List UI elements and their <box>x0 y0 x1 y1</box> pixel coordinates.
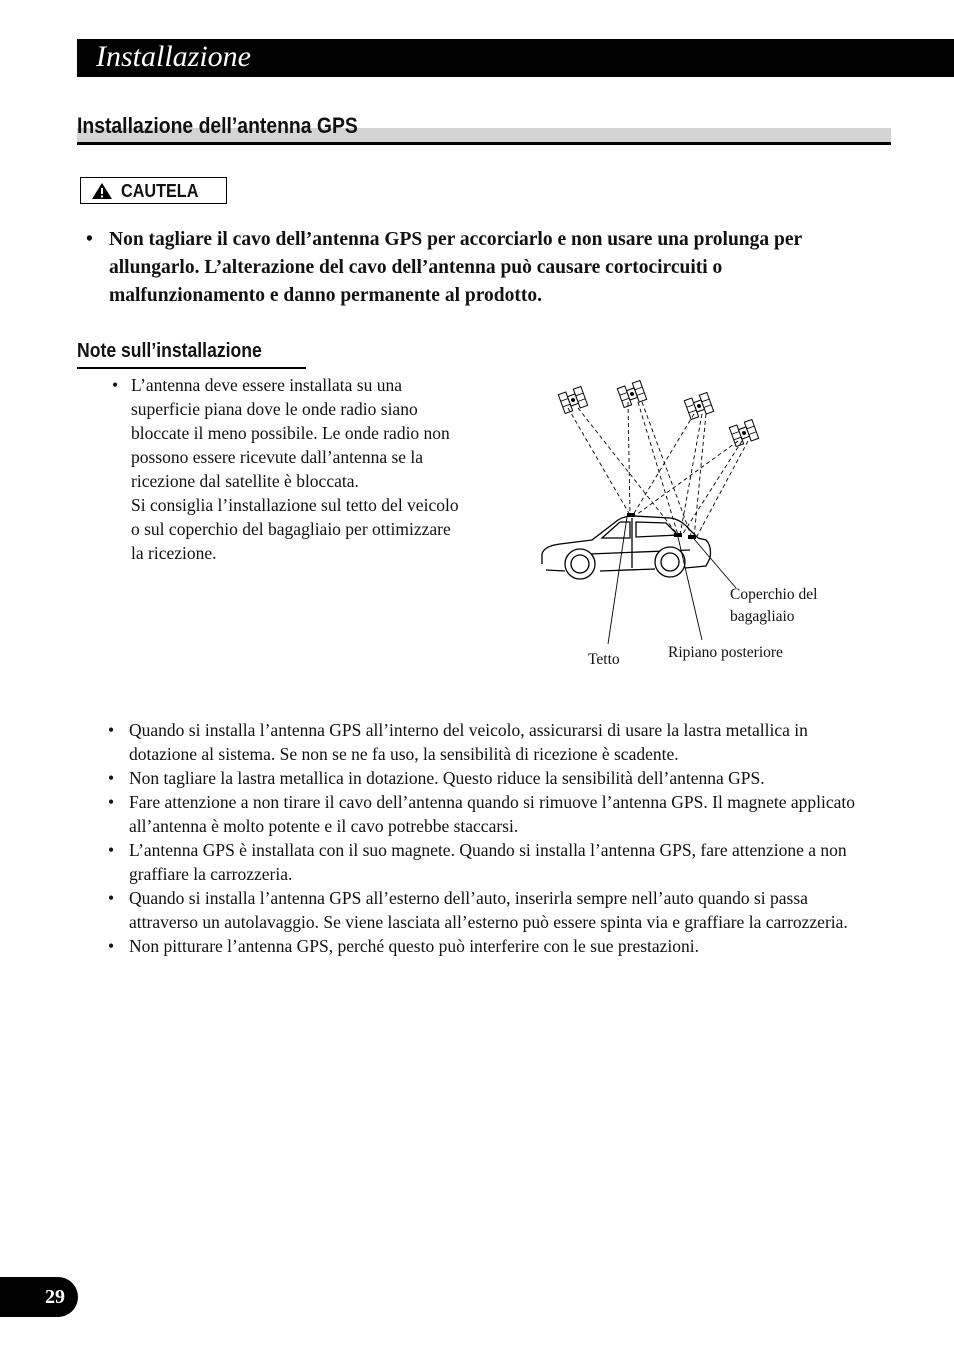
list-item-text: Non pitturare l’antenna GPS, perché questo può interferire con le sue prestazioni. <box>129 936 700 956</box>
satellite-icon <box>684 392 713 419</box>
notes-title-underline <box>77 367 306 369</box>
list-item-text: Quando si installa l’antenna GPS all’interno del veicolo, assicurarsi di usare la lastra metallica in dotazione al sistema. Se non se ne fa uso, la sensibilità di ricezione è scadente. <box>129 720 808 764</box>
satellite-icon <box>729 419 758 446</box>
notes-list <box>108 718 868 958</box>
label-roof: Tetto <box>588 651 620 668</box>
header-bar <box>77 39 954 77</box>
label-trunk-1: Coperchio del <box>730 586 818 603</box>
list-item: • L’antenna GPS è installata con il suo magnete. Quando si installa l’antenna GPS, fare attenzione a non graffiare la carrozzeria. <box>108 840 847 884</box>
note-first-para2: Si consiglia l’installazione sul tetto del veicolo o sul coperchio del bagagliaio per ottimizzare la ricezione. <box>131 495 459 563</box>
list-item: • Fare attenzione a non tirare il cavo dell’antenna quando si rimuove l’antenna GPS. Il magnete applicato all’antenna è molto potente e il cavo potrebbe staccarsi. <box>108 792 855 836</box>
caution-bullet-text: Non tagliare il cavo dell’antenna GPS per accorciarlo e non usare una prolunga per allungarlo. L’alterazione del cavo dell’antenna può causare cortocircuiti o malfunzionamento e danno permanente al prodotto. <box>109 229 802 306</box>
list-item: • Quando si installa l’antenna GPS all’interno del veicolo, assicurarsi di usare la lastra metallica in dotazione al sistema. Se non se ne fa uso, la sensibilità di ricezione è scadente. <box>108 720 808 764</box>
caution-label: CAUTELA <box>121 181 199 201</box>
bullet-dot: • <box>112 375 119 395</box>
bullet-dot: • <box>86 229 93 250</box>
page-number-tab <box>0 1277 78 1317</box>
list-item: • Non tagliare la lastra metallica in dotazione. Questo riduce la sensibilità dell’antenna GPS. <box>108 768 765 788</box>
list-item-text: Fare attenzione a non tirare il cavo dell’antenna quando si rimuove l’antenna GPS. Il magnete applicato all’antenna è molto potente e il cavo potrebbe staccarsi. <box>129 792 855 836</box>
note-first-para1: L’antenna deve essere installata su una superficie piana dove le onde radio siano bloccate il meno possibile. Le onde radio non possono essere ricevute dall’antenna se la ricezione dal satellite è bloccata. <box>131 375 450 491</box>
header-title: Installazione <box>96 40 251 73</box>
note-first-item <box>112 373 462 565</box>
antenna-placement-figure <box>530 378 870 678</box>
list-item: • Non pitturare l’antenna GPS, perché questo può interferire con le sue prestazioni. <box>108 936 700 956</box>
label-shelf: Ripiano posteriore <box>668 644 783 661</box>
list-item-text: Quando si installa l’antenna GPS all’esterno dell’auto, inserirla sempre nell’auto quando si passa attraverso un autolavaggio. Se viene lasciata all’esterno può essere spinta via e graffiare la carrozzeria. <box>129 888 848 932</box>
leader-lines <box>608 517 736 644</box>
section-title-rule <box>77 142 891 145</box>
notes-title: Note sull’installazione <box>77 340 262 362</box>
antenna-trunk <box>688 535 696 539</box>
label-trunk-2: bagagliaio <box>730 608 795 625</box>
list-item: • Quando si installa l’antenna GPS all’esterno dell’auto, inserirla sempre nell’auto quando si passa attraverso un autolavaggio. Se viene lasciata all’esterno può essere spinta via e graffiare la carrozzeria. <box>108 888 848 932</box>
caution-box <box>80 177 227 204</box>
page-number: 29 <box>45 1286 65 1308</box>
section-title <box>77 112 891 146</box>
satellite-icon <box>558 386 587 413</box>
section-title-text: Installazione dell’antenna GPS <box>77 113 358 138</box>
car-satellite-illustration <box>530 378 870 678</box>
warning-triangle-icon <box>91 182 113 200</box>
antenna-shelf <box>674 533 682 537</box>
caution-bullet <box>86 226 876 310</box>
antenna-roof <box>627 513 635 517</box>
list-item-text: Non tagliare la lastra metallica in dotazione. Questo riduce la sensibilità dell’antenna GPS. <box>129 768 765 788</box>
list-item-text: L’antenna GPS è installata con il suo magnete. Quando si installa l’antenna GPS, fare attenzione a non graffiare la carrozzeria. <box>129 840 847 884</box>
